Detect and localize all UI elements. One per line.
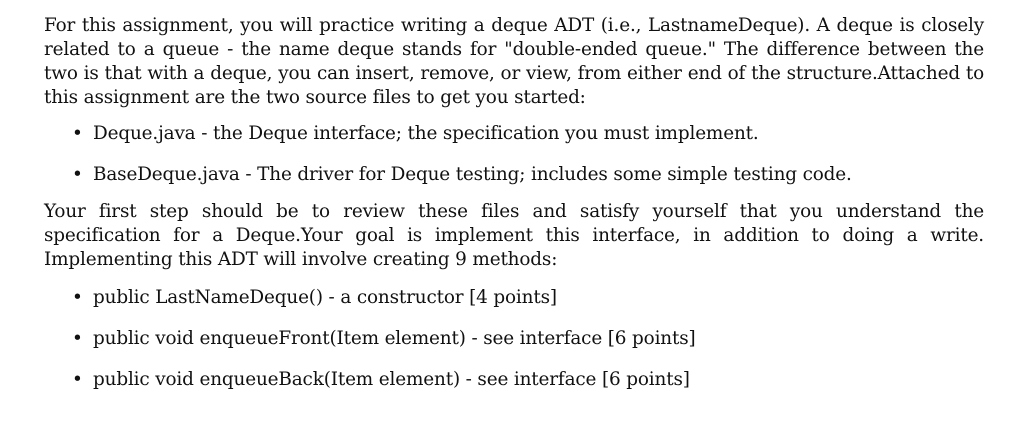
list-item <box>44 163 984 187</box>
methods-list <box>44 286 984 392</box>
list-item-text: public void enqueueBack(Item element) - see interface [6 points] <box>93 369 690 390</box>
list-item-text: BaseDeque.java - The driver for Deque testing; includes some simple testing code. <box>93 164 852 185</box>
assignment-document <box>44 14 984 392</box>
list-item <box>44 286 984 310</box>
list-item <box>44 327 984 351</box>
bullet-icon: • <box>72 123 83 144</box>
bullet-icon: • <box>72 164 83 185</box>
list-item <box>44 122 984 146</box>
step-paragraph: Your first step should be to review these files and satisfy yourself that you understand the specification for a Deque.Your goal is implement this interface, in addition to doing a write. Implementing this ADT will involve creating 9 methods: <box>44 201 984 270</box>
bullet-icon: • <box>72 287 83 308</box>
bullet-icon: • <box>72 328 83 349</box>
list-item <box>44 368 984 392</box>
bullet-icon: • <box>72 369 83 390</box>
source-files-list <box>44 122 984 187</box>
list-item-text: public LastNameDeque() - a constructor [4 points] <box>93 287 557 308</box>
list-item-text: Deque.java - the Deque interface; the specification you must implement. <box>93 123 759 144</box>
intro-paragraph: For this assignment, you will practice writing a deque ADT (i.e., LastnameDeque). A deque is closely related to a queue - the name deque stands for "double-ended queue." The difference between the two is that with a deque, you can insert, remove, or view, from either end of the structure.Attached to this assignment are the two source files to get you started: <box>44 15 984 108</box>
list-item-text: public void enqueueFront(Item element) - see interface [6 points] <box>93 328 696 349</box>
